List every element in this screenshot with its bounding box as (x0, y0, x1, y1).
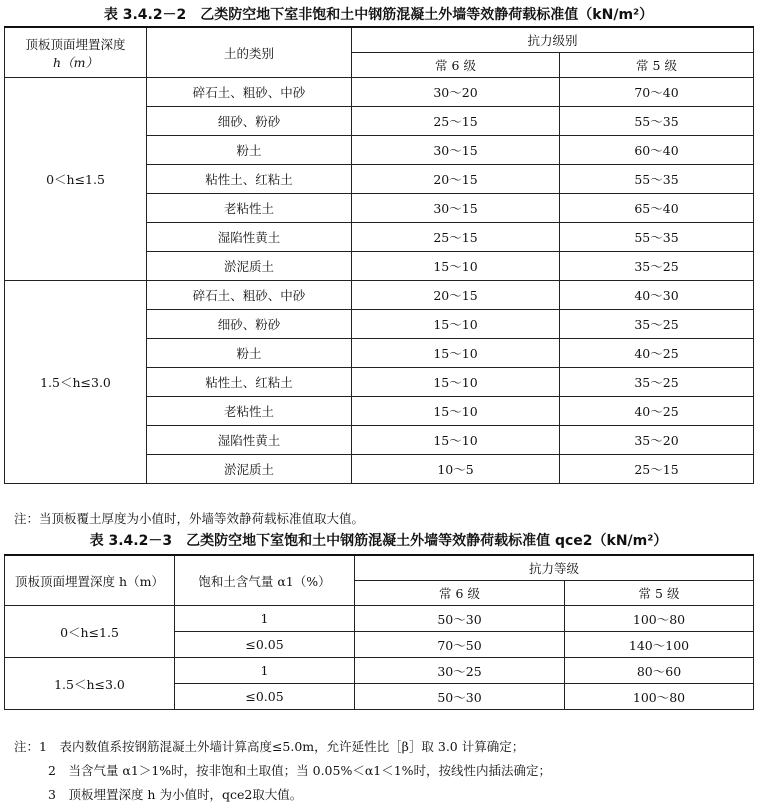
table-cell: 1 (175, 606, 355, 632)
table-cell: 35～25 (560, 368, 754, 397)
table1-depth-cell: 0＜h≤1.5 (5, 78, 147, 281)
table-cell: 老粘性土 (147, 397, 352, 426)
table1-depth-cell: 1.5＜h≤3.0 (5, 281, 147, 484)
table-cell: 100～80 (565, 684, 754, 710)
table-cell: 70～50 (355, 632, 565, 658)
table-cell: 15～10 (352, 426, 560, 455)
table-cell: 老粘性土 (147, 194, 352, 223)
table-cell: 55～35 (560, 107, 754, 136)
table2-title: 表 3.4.2－3 乙类防空地下室饱和土中钢筋混凝土外墙等效静荷载标准值 qce2（kN/m²） (89, 533, 668, 549)
table2-level5-header: 常 5 级 (565, 581, 754, 606)
table-cell: 30～15 (352, 136, 560, 165)
table1-title: 表 3.4.2－2 乙类防空地下室非饱和土中钢筋混凝土外墙等效静荷载标准值（kN/m²） (103, 7, 654, 23)
table-cell: 15～10 (352, 368, 560, 397)
table-cell: 碎石土、粗砂、中砂 (147, 78, 352, 107)
table-cell: 15～10 (352, 339, 560, 368)
table-cell: ≤0.05 (175, 632, 355, 658)
table-cell: 15～10 (352, 252, 560, 281)
table-cell: 15～10 (352, 310, 560, 339)
table2-note-1: 注：1 表内数值系按钢筋混凝土外墙计算高度≤5.0m，允许延性比［β］取 3.0 计算确定； (14, 739, 525, 754)
table-cell: 25～15 (352, 107, 560, 136)
table-cell: 20～15 (352, 281, 560, 310)
table1-depth-header: 顶板顶面埋置深度 h（m） (5, 27, 147, 78)
table-cell: 70～40 (560, 78, 754, 107)
table-cell: 40～25 (560, 339, 754, 368)
table2-air-header: 饱和土含气量 α1（%） (175, 555, 355, 606)
table-cell: 淤泥质土 (147, 455, 352, 484)
table-cell: 粉土 (147, 339, 352, 368)
table-cell: 55～35 (560, 165, 754, 194)
table-cell: 80～60 (565, 658, 754, 684)
table2-level6-header: 常 6 级 (355, 581, 565, 606)
table-cell: 20～15 (352, 165, 560, 194)
table-cell: 1 (175, 658, 355, 684)
table2-depth-cell: 1.5＜h≤3.0 (5, 658, 175, 710)
table-cell: 10～5 (352, 455, 560, 484)
table-cell: 30～20 (352, 78, 560, 107)
table-cell: 30～25 (355, 658, 565, 684)
table-cell: 湿陷性黄土 (147, 426, 352, 455)
table-cell: 35～25 (560, 310, 754, 339)
table-cell: 140～100 (565, 632, 754, 658)
table-cell: 35～20 (560, 426, 754, 455)
table-cell: 粘性土、红粘土 (147, 165, 352, 194)
table-cell: 40～30 (560, 281, 754, 310)
table-cell: 碎石土、粗砂、中砂 (147, 281, 352, 310)
table-cell: 100～80 (565, 606, 754, 632)
table-cell: 湿陷性黄土 (147, 223, 352, 252)
table1-level6-header: 常 6 级 (352, 53, 560, 78)
table2-depth-cell: 0＜h≤1.5 (5, 606, 175, 658)
table2 (4, 554, 754, 710)
table1-note: 注：当顶板覆土厚度为小值时，外墙等效静荷载标准值取大值。 (14, 511, 365, 526)
table2-resistance-header: 抗力等级 (355, 555, 754, 581)
table-cell: 细砂、粉砂 (147, 107, 352, 136)
table-cell: 35～25 (560, 252, 754, 281)
table2-note-2: 2 当含气量 α1＞1%时，按非饱和土取值；当 0.05%＜α1＜1%时，按线性内插法确定； (48, 763, 552, 778)
table-cell: 60～40 (560, 136, 754, 165)
table-cell: 40～25 (560, 397, 754, 426)
table-cell: 25～15 (560, 455, 754, 484)
table-cell: 细砂、粉砂 (147, 310, 352, 339)
table1-soil-header: 土的类别 (147, 27, 352, 78)
table-cell: 粘性土、红粘土 (147, 368, 352, 397)
table-cell: 65～40 (560, 194, 754, 223)
table2-note-3: 3 顶板埋置深度 h 为小值时，qce2取大值。 (48, 787, 303, 802)
table-cell: 30～15 (352, 194, 560, 223)
table-cell: 25～15 (352, 223, 560, 252)
table2-depth-header: 顶板顶面埋置深度 h（m） (5, 555, 175, 606)
table-cell: 淤泥质土 (147, 252, 352, 281)
table-cell: 15～10 (352, 397, 560, 426)
table-cell: 粉土 (147, 136, 352, 165)
table-cell: 50～30 (355, 684, 565, 710)
table1-level5-header: 常 5 级 (560, 53, 754, 78)
table1 (4, 26, 754, 484)
table-cell: ≤0.05 (175, 684, 355, 710)
table1-resistance-header: 抗力级别 (352, 27, 754, 53)
table-cell: 55～35 (560, 223, 754, 252)
table-cell: 50～30 (355, 606, 565, 632)
